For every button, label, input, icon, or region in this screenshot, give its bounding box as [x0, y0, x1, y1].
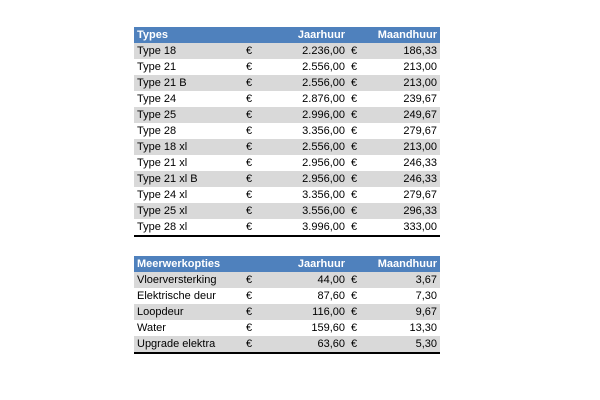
extras-header-name: Meerwerkopties	[134, 256, 243, 272]
types-row	[134, 91, 440, 107]
extras-name-cell: Loopdeur	[134, 304, 243, 320]
types-name-cell: Type 21 xl B	[134, 171, 243, 187]
extras-row	[134, 336, 440, 353]
extras-name-cell: Water	[134, 320, 243, 336]
extras-yearly-rent-cell: 116,00	[281, 304, 348, 320]
types-row	[134, 187, 440, 203]
types-currency-symbol-cell: €	[243, 187, 281, 203]
types-yearly-rent-cell: 3.556,00	[281, 203, 348, 219]
types-yearly-rent-cell: 3.356,00	[281, 187, 348, 203]
extras-yearly-rent-cell: 159,60	[281, 320, 348, 336]
types-currency-symbol-cell: €	[243, 91, 281, 107]
types-yearly-rent-cell: 2.556,00	[281, 59, 348, 75]
extras-yearly-rent-cell: 63,60	[281, 336, 348, 353]
types-currency-symbol-cell: €	[243, 139, 281, 155]
types-name-cell: Type 25 xl	[134, 203, 243, 219]
types-monthly-rent-cell: 186,33	[366, 43, 440, 59]
types-currency-symbol-cell: €	[243, 123, 281, 139]
extras-row	[134, 320, 440, 336]
types-currency-symbol-cell: €	[348, 139, 366, 155]
types-monthly-rent-cell: 279,67	[366, 123, 440, 139]
extras-yearly-rent-cell: 87,60	[281, 288, 348, 304]
types-row	[134, 75, 440, 91]
extras-currency-symbol-cell: €	[243, 288, 281, 304]
types-yearly-rent-cell: 2.956,00	[281, 171, 348, 187]
types-row	[134, 139, 440, 155]
extras-monthly-rent-cell: 7,30	[366, 288, 440, 304]
extras-monthly-rent-cell: 5,30	[366, 336, 440, 353]
extras-currency-symbol-cell: €	[243, 304, 281, 320]
extras-currency-symbol-cell: €	[348, 288, 366, 304]
extras-header-row	[134, 256, 440, 272]
types-currency-symbol-cell: €	[243, 203, 281, 219]
types-currency-symbol-cell: €	[348, 187, 366, 203]
extras-name-cell: Upgrade elektra	[134, 336, 243, 353]
types-yearly-rent-cell: 2.556,00	[281, 75, 348, 91]
types-yearly-rent-cell: 2.556,00	[281, 139, 348, 155]
types-monthly-rent-cell: 239,67	[366, 91, 440, 107]
extras-currency-symbol-cell: €	[348, 272, 366, 288]
types-header-spacer2	[348, 27, 366, 43]
types-monthly-rent-cell: 296,33	[366, 203, 440, 219]
types-header-name: Types	[134, 27, 243, 43]
extras-header-spacer2	[348, 256, 366, 272]
types-name-cell: Type 28 xl	[134, 219, 243, 236]
types-currency-symbol-cell: €	[348, 43, 366, 59]
types-name-cell: Type 21 xl	[134, 155, 243, 171]
types-monthly-rent-cell: 246,33	[366, 155, 440, 171]
types-row	[134, 123, 440, 139]
extras-name-cell: Elektrische deur	[134, 288, 243, 304]
types-name-cell: Type 24	[134, 91, 243, 107]
types-currency-symbol-cell: €	[348, 107, 366, 123]
types-yearly-rent-cell: 3.996,00	[281, 219, 348, 236]
types-currency-symbol-cell: €	[348, 219, 366, 236]
extras-monthly-rent-cell: 9,67	[366, 304, 440, 320]
types-currency-symbol-cell: €	[243, 75, 281, 91]
types-monthly-rent-cell: 213,00	[366, 59, 440, 75]
types-row	[134, 155, 440, 171]
types-currency-symbol-cell: €	[348, 123, 366, 139]
extras-row	[134, 304, 440, 320]
extras-monthly-rent-cell: 3,67	[366, 272, 440, 288]
types-header-year: Jaarhuur	[281, 27, 348, 43]
types-yearly-rent-cell: 2.956,00	[281, 155, 348, 171]
types-header-spacer	[243, 27, 281, 43]
extras-currency-symbol-cell: €	[348, 304, 366, 320]
types-yearly-rent-cell: 2.236,00	[281, 43, 348, 59]
types-row	[134, 59, 440, 75]
extras-name-cell: Vloerversterking	[134, 272, 243, 288]
types-name-cell: Type 25	[134, 107, 243, 123]
types-name-cell: Type 18	[134, 43, 243, 59]
types-currency-symbol-cell: €	[243, 171, 281, 187]
types-currency-symbol-cell: €	[348, 155, 366, 171]
types-row	[134, 203, 440, 219]
types-currency-symbol-cell: €	[348, 75, 366, 91]
types-currency-symbol-cell: €	[243, 155, 281, 171]
types-monthly-rent-cell: 213,00	[366, 75, 440, 91]
types-yearly-rent-cell: 2.876,00	[281, 91, 348, 107]
extras-header-year: Jaarhuur	[281, 256, 348, 272]
extras-header-spacer	[243, 256, 281, 272]
types-currency-symbol-cell: €	[243, 219, 281, 236]
types-currency-symbol-cell: €	[348, 203, 366, 219]
extras-currency-symbol-cell: €	[243, 272, 281, 288]
types-monthly-rent-cell: 246,33	[366, 171, 440, 187]
types-currency-symbol-cell: €	[243, 107, 281, 123]
extras-yearly-rent-cell: 44,00	[281, 272, 348, 288]
extras-currency-symbol-cell: €	[348, 336, 366, 353]
extras-currency-symbol-cell: €	[243, 320, 281, 336]
types-row	[134, 107, 440, 123]
types-currency-symbol-cell: €	[348, 171, 366, 187]
types-price-table	[134, 27, 440, 237]
types-row	[134, 171, 440, 187]
types-monthly-rent-cell: 249,67	[366, 107, 440, 123]
types-name-cell: Type 18 xl	[134, 139, 243, 155]
extras-currency-symbol-cell: €	[348, 320, 366, 336]
types-currency-symbol-cell: €	[348, 59, 366, 75]
extras-currency-symbol-cell: €	[243, 336, 281, 353]
types-name-cell: Type 28	[134, 123, 243, 139]
types-yearly-rent-cell: 3.356,00	[281, 123, 348, 139]
extras-monthly-rent-cell: 13,30	[366, 320, 440, 336]
types-currency-symbol-cell: €	[243, 43, 281, 59]
types-header-row	[134, 27, 440, 43]
types-yearly-rent-cell: 2.996,00	[281, 107, 348, 123]
extras-row	[134, 288, 440, 304]
types-row	[134, 43, 440, 59]
types-name-cell: Type 21	[134, 59, 243, 75]
types-row	[134, 219, 440, 236]
types-currency-symbol-cell: €	[243, 59, 281, 75]
extras-header-month: Maandhuur	[366, 256, 440, 272]
types-header-month: Maandhuur	[366, 27, 440, 43]
types-name-cell: Type 21 B	[134, 75, 243, 91]
extras-price-table	[134, 256, 440, 354]
types-currency-symbol-cell: €	[348, 91, 366, 107]
extras-row	[134, 272, 440, 288]
types-monthly-rent-cell: 279,67	[366, 187, 440, 203]
types-monthly-rent-cell: 213,00	[366, 139, 440, 155]
types-monthly-rent-cell: 333,00	[366, 219, 440, 236]
types-name-cell: Type 24 xl	[134, 187, 243, 203]
